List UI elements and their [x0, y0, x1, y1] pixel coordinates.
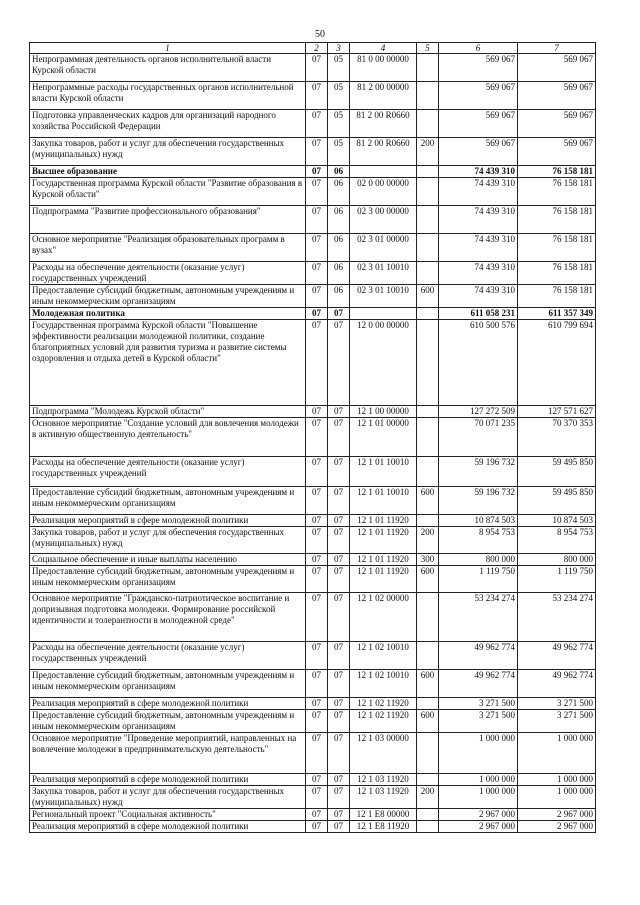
row-subsection-cell: 05 [328, 138, 350, 166]
row-amount-year1-cell: 1 000 000 [439, 733, 518, 774]
row-amount-year2-cell: 569 067 [518, 110, 596, 138]
row-expense-type-cell [417, 821, 439, 833]
row-target-code-cell: 02 3 01 00000 [350, 234, 417, 262]
row-expense-type-cell [417, 234, 439, 262]
row-amount-year2-cell: 569 067 [518, 138, 596, 166]
header-cell: 6 [439, 43, 518, 54]
row-target-code-cell: 12 1 01 00000 [350, 418, 417, 457]
row-section-cell: 07 [306, 206, 328, 234]
row-name-cell: Непрограммная деятельность органов исполнительной власти Курской области [30, 54, 306, 82]
table-row [30, 308, 596, 320]
table-row [30, 82, 596, 110]
row-amount-year2-cell: 76 158 181 [518, 178, 596, 206]
row-subsection-cell: 07 [328, 670, 350, 698]
row-name-cell: Подпрограмма "Молодежь Курской области" [30, 406, 306, 418]
row-subsection-cell: 06 [328, 178, 350, 206]
row-section-cell: 07 [306, 406, 328, 418]
row-section-cell: 07 [306, 809, 328, 821]
row-expense-type-cell: 200 [417, 786, 439, 809]
row-section-cell: 07 [306, 457, 328, 487]
row-name-cell: Предоставление субсидий бюджетным, автономным учреждениям и иным некоммерческим организациям [30, 285, 306, 308]
row-target-code-cell: 81 2 00 00000 [350, 82, 417, 110]
table-row [30, 262, 596, 285]
row-section-cell: 07 [306, 710, 328, 733]
row-expense-type-cell: 600 [417, 710, 439, 733]
row-amount-year2-cell: 76 158 181 [518, 206, 596, 234]
row-section-cell: 07 [306, 515, 328, 527]
row-section-cell: 07 [306, 110, 328, 138]
row-section-cell: 07 [306, 285, 328, 308]
row-expense-type-cell [417, 457, 439, 487]
row-amount-year2-cell: 76 158 181 [518, 166, 596, 178]
row-target-code-cell: 12 1 01 10010 [350, 487, 417, 515]
row-name-cell: Региональный проект "Социальная активность" [30, 809, 306, 821]
header-cell: 3 [328, 43, 350, 54]
row-expense-type-cell [417, 733, 439, 774]
row-amount-year1-cell: 74 439 310 [439, 166, 518, 178]
row-target-code-cell: 12 1 01 11920 [350, 515, 417, 527]
row-amount-year2-cell: 2 967 000 [518, 809, 596, 821]
row-subsection-cell: 07 [328, 308, 350, 320]
row-amount-year2-cell: 76 158 181 [518, 285, 596, 308]
row-target-code-cell: 12 1 02 11920 [350, 710, 417, 733]
row-amount-year1-cell: 74 439 310 [439, 178, 518, 206]
row-amount-year1-cell: 127 272 509 [439, 406, 518, 418]
row-name-cell: Социальное обеспечение и иные выплаты населению [30, 554, 306, 566]
row-name-cell: Предоставление субсидий бюджетным, автономным учреждениям и иным некоммерческим организациям [30, 487, 306, 515]
header-cell: 7 [518, 43, 596, 54]
row-name-cell: Закупка товаров, работ и услуг для обеспечения государственных (муниципальных) нужд [30, 527, 306, 554]
row-name-cell: Государственная программа Курской области "Развитие образования в Курской области" [30, 178, 306, 206]
row-section-cell: 07 [306, 593, 328, 642]
row-expense-type-cell: 200 [417, 527, 439, 554]
row-target-code-cell: 12 1 00 00000 [350, 406, 417, 418]
row-name-cell: Молодежная политика [30, 308, 306, 320]
row-target-code-cell: 02 0 00 00000 [350, 178, 417, 206]
row-expense-type-cell [417, 642, 439, 670]
row-section-cell: 07 [306, 733, 328, 774]
row-expense-type-cell [417, 206, 439, 234]
row-subsection-cell: 06 [328, 285, 350, 308]
row-amount-year1-cell: 3 271 500 [439, 710, 518, 733]
row-name-cell: Государственная программа Курской области "Повышение эффективности реализации молодежной политики, создание благоприятных условий для развития туризма и развитие системы оздоровления и отдыха детей в Курской области" [30, 320, 306, 406]
header-cell: 4 [350, 43, 417, 54]
row-amount-year2-cell: 1 119 750 [518, 566, 596, 593]
row-name-cell: Подпрограмма "Развитие профессионального образования" [30, 206, 306, 234]
row-target-code-cell: 12 1 02 00000 [350, 593, 417, 642]
row-amount-year2-cell: 76 158 181 [518, 262, 596, 285]
row-section-cell: 07 [306, 642, 328, 670]
row-amount-year2-cell: 59 495 850 [518, 457, 596, 487]
row-expense-type-cell [417, 82, 439, 110]
row-section-cell: 07 [306, 487, 328, 515]
row-target-code-cell: 12 1 01 11920 [350, 566, 417, 593]
row-subsection-cell: 06 [328, 234, 350, 262]
row-name-cell: Предоставление субсидий бюджетным, автономным учреждениям и иным некоммерческим организациям [30, 710, 306, 733]
row-amount-year1-cell: 59 196 732 [439, 457, 518, 487]
table-row [30, 515, 596, 527]
row-expense-type-cell [417, 515, 439, 527]
row-expense-type-cell [417, 308, 439, 320]
row-amount-year2-cell: 610 799 694 [518, 320, 596, 406]
row-section-cell: 07 [306, 670, 328, 698]
header-cell: 2 [306, 43, 328, 54]
row-subsection-cell: 07 [328, 786, 350, 809]
row-name-cell: Подготовка управленческих кадров для организаций народного хозяйства Российской Федерации [30, 110, 306, 138]
row-section-cell: 07 [306, 178, 328, 206]
row-name-cell: Основное мероприятие "Гражданско-патриотическое воспитание и допризывная подготовка молодежи. Формирование российской идентичности и толерантности в молодежной среде" [30, 593, 306, 642]
row-expense-type-cell [417, 262, 439, 285]
table-row [30, 406, 596, 418]
row-section-cell: 07 [306, 308, 328, 320]
row-name-cell: Непрограммные расходы государственных органов исполнительной власти Курской области [30, 82, 306, 110]
row-subsection-cell: 07 [328, 642, 350, 670]
table-row [30, 809, 596, 821]
row-amount-year1-cell: 2 967 000 [439, 809, 518, 821]
table-row [30, 234, 596, 262]
row-section-cell: 07 [306, 821, 328, 833]
row-amount-year1-cell: 569 067 [439, 138, 518, 166]
table-row [30, 642, 596, 670]
table-row [30, 110, 596, 138]
row-subsection-cell: 07 [328, 487, 350, 515]
table-row [30, 698, 596, 710]
row-amount-year1-cell: 2 967 000 [439, 821, 518, 833]
row-amount-year2-cell: 49 962 774 [518, 642, 596, 670]
row-target-code-cell: 02 3 01 10010 [350, 285, 417, 308]
row-amount-year2-cell: 70 370 353 [518, 418, 596, 457]
row-target-code-cell: 12 1 02 10010 [350, 642, 417, 670]
row-target-code-cell: 12 1 E8 00000 [350, 809, 417, 821]
row-expense-type-cell [417, 320, 439, 406]
table-row [30, 418, 596, 457]
header-cell: 5 [417, 43, 439, 54]
table-row [30, 487, 596, 515]
table-row [30, 457, 596, 487]
table-row [30, 786, 596, 809]
row-name-cell: Основное мероприятие "Создание условий для вовлечения молодежи в активную общественную деятельность" [30, 418, 306, 457]
row-expense-type-cell: 200 [417, 138, 439, 166]
row-section-cell: 07 [306, 320, 328, 406]
row-amount-year1-cell: 569 067 [439, 82, 518, 110]
row-expense-type-cell [417, 54, 439, 82]
row-amount-year2-cell: 3 271 500 [518, 698, 596, 710]
row-section-cell: 07 [306, 774, 328, 786]
row-expense-type-cell: 600 [417, 285, 439, 308]
table-row [30, 774, 596, 786]
row-subsection-cell: 07 [328, 733, 350, 774]
row-section-cell: 07 [306, 234, 328, 262]
row-amount-year1-cell: 74 439 310 [439, 262, 518, 285]
row-amount-year2-cell: 59 495 850 [518, 487, 596, 515]
row-subsection-cell: 07 [328, 593, 350, 642]
row-amount-year1-cell: 49 962 774 [439, 642, 518, 670]
table-row [30, 320, 596, 406]
row-amount-year2-cell: 49 962 774 [518, 670, 596, 698]
row-amount-year2-cell: 53 234 274 [518, 593, 596, 642]
row-expense-type-cell: 600 [417, 670, 439, 698]
row-target-code-cell [350, 308, 417, 320]
table-row [30, 821, 596, 833]
row-target-code-cell: 12 1 03 11920 [350, 774, 417, 786]
row-name-cell: Закупка товаров, работ и услуг для обеспечения государственных (муниципальных) нужд [30, 138, 306, 166]
row-target-code-cell: 02 3 01 10010 [350, 262, 417, 285]
row-name-cell: Реализация мероприятий в сфере молодежной политики [30, 821, 306, 833]
row-target-code-cell: 12 1 01 10010 [350, 457, 417, 487]
row-amount-year1-cell: 10 874 503 [439, 515, 518, 527]
row-amount-year1-cell: 53 234 274 [439, 593, 518, 642]
row-expense-type-cell [417, 593, 439, 642]
row-amount-year2-cell: 1 000 000 [518, 733, 596, 774]
row-subsection-cell: 06 [328, 206, 350, 234]
table-header-row [30, 43, 596, 54]
row-amount-year1-cell: 569 067 [439, 54, 518, 82]
row-section-cell: 07 [306, 554, 328, 566]
row-target-code-cell: 12 1 01 11920 [350, 554, 417, 566]
table-row [30, 527, 596, 554]
row-subsection-cell: 07 [328, 809, 350, 821]
row-amount-year1-cell: 59 196 732 [439, 487, 518, 515]
row-name-cell: Высшее образование [30, 166, 306, 178]
table-row [30, 54, 596, 82]
row-amount-year1-cell: 74 439 310 [439, 234, 518, 262]
row-expense-type-cell: 600 [417, 566, 439, 593]
row-subsection-cell: 07 [328, 710, 350, 733]
row-section-cell: 07 [306, 166, 328, 178]
row-amount-year1-cell: 1 000 000 [439, 774, 518, 786]
row-expense-type-cell: 300 [417, 554, 439, 566]
row-expense-type-cell [417, 698, 439, 710]
row-amount-year2-cell: 8 954 753 [518, 527, 596, 554]
table-row [30, 166, 596, 178]
row-target-code-cell: 12 1 E8 11920 [350, 821, 417, 833]
row-amount-year2-cell: 2 967 000 [518, 821, 596, 833]
row-subsection-cell: 07 [328, 698, 350, 710]
row-name-cell: Расходы на обеспечение деятельности (оказание услуг) государственных учреждений [30, 457, 306, 487]
row-target-code-cell: 81 2 00 R0660 [350, 138, 417, 166]
row-target-code-cell [350, 166, 417, 178]
row-amount-year1-cell: 70 071 235 [439, 418, 518, 457]
row-amount-year1-cell: 800 000 [439, 554, 518, 566]
row-amount-year2-cell: 3 271 500 [518, 710, 596, 733]
row-target-code-cell: 81 2 00 R0660 [350, 110, 417, 138]
row-amount-year2-cell: 569 067 [518, 54, 596, 82]
row-name-cell: Реализация мероприятий в сфере молодежной политики [30, 515, 306, 527]
row-section-cell: 07 [306, 54, 328, 82]
row-subsection-cell: 07 [328, 320, 350, 406]
row-amount-year1-cell: 610 500 576 [439, 320, 518, 406]
row-amount-year2-cell: 569 067 [518, 82, 596, 110]
table-row [30, 733, 596, 774]
row-amount-year2-cell: 1 000 000 [518, 774, 596, 786]
row-amount-year1-cell: 1 119 750 [439, 566, 518, 593]
row-amount-year1-cell: 611 058 231 [439, 308, 518, 320]
row-subsection-cell: 05 [328, 54, 350, 82]
table-row [30, 178, 596, 206]
row-section-cell: 07 [306, 786, 328, 809]
header-cell: 1 [30, 43, 306, 54]
row-target-code-cell: 02 3 00 00000 [350, 206, 417, 234]
row-subsection-cell: 07 [328, 554, 350, 566]
row-subsection-cell: 05 [328, 110, 350, 138]
row-section-cell: 07 [306, 262, 328, 285]
row-amount-year1-cell: 3 271 500 [439, 698, 518, 710]
row-section-cell: 07 [306, 527, 328, 554]
row-expense-type-cell [417, 774, 439, 786]
row-subsection-cell: 07 [328, 527, 350, 554]
table-row [30, 710, 596, 733]
table-row [30, 593, 596, 642]
row-amount-year1-cell: 49 962 774 [439, 670, 518, 698]
row-amount-year2-cell: 800 000 [518, 554, 596, 566]
row-subsection-cell: 07 [328, 566, 350, 593]
table-row [30, 206, 596, 234]
row-subsection-cell: 06 [328, 166, 350, 178]
table-row [30, 566, 596, 593]
row-expense-type-cell [417, 809, 439, 821]
row-expense-type-cell: 600 [417, 487, 439, 515]
row-name-cell: Основное мероприятие "Проведение мероприятий, направленных на вовлечение молодежи в предпринимательскую деятельность" [30, 733, 306, 774]
row-subsection-cell: 05 [328, 82, 350, 110]
row-subsection-cell: 07 [328, 821, 350, 833]
table-row [30, 554, 596, 566]
row-amount-year2-cell: 1 000 000 [518, 786, 596, 809]
budget-table [29, 42, 596, 833]
table-row [30, 138, 596, 166]
row-amount-year1-cell: 74 439 310 [439, 285, 518, 308]
row-target-code-cell: 12 1 02 10010 [350, 670, 417, 698]
row-amount-year2-cell: 10 874 503 [518, 515, 596, 527]
row-expense-type-cell [417, 418, 439, 457]
row-expense-type-cell [417, 166, 439, 178]
row-name-cell: Расходы на обеспечение деятельности (оказание услуг) государственных учреждений [30, 262, 306, 285]
row-amount-year2-cell: 127 571 627 [518, 406, 596, 418]
row-target-code-cell: 12 1 02 11920 [350, 698, 417, 710]
row-target-code-cell: 12 0 00 00000 [350, 320, 417, 406]
table-row [30, 670, 596, 698]
row-expense-type-cell [417, 178, 439, 206]
row-amount-year1-cell: 569 067 [439, 110, 518, 138]
row-section-cell: 07 [306, 418, 328, 457]
row-target-code-cell: 12 1 01 11920 [350, 527, 417, 554]
row-amount-year2-cell: 611 357 349 [518, 308, 596, 320]
row-name-cell: Расходы на обеспечение деятельности (оказание услуг) государственных учреждений [30, 642, 306, 670]
row-expense-type-cell [417, 406, 439, 418]
row-name-cell: Предоставление субсидий бюджетным, автономным учреждениям и иным некоммерческим организациям [30, 566, 306, 593]
table-body [30, 54, 596, 833]
page-number: 50 [315, 29, 325, 40]
table-row [30, 285, 596, 308]
row-target-code-cell: 12 1 03 11920 [350, 786, 417, 809]
row-target-code-cell: 81 0 00 00000 [350, 54, 417, 82]
row-subsection-cell: 07 [328, 457, 350, 487]
row-name-cell: Реализация мероприятий в сфере молодежной политики [30, 774, 306, 786]
row-subsection-cell: 07 [328, 418, 350, 457]
row-amount-year2-cell: 76 158 181 [518, 234, 596, 262]
row-name-cell: Основное мероприятие "Реализация образовательных программ в вузах" [30, 234, 306, 262]
row-section-cell: 07 [306, 138, 328, 166]
row-amount-year1-cell: 74 439 310 [439, 206, 518, 234]
row-amount-year1-cell: 1 000 000 [439, 786, 518, 809]
row-amount-year1-cell: 8 954 753 [439, 527, 518, 554]
row-name-cell: Закупка товаров, работ и услуг для обеспечения государственных (муниципальных) нужд [30, 786, 306, 809]
row-section-cell: 07 [306, 698, 328, 710]
row-name-cell: Реализация мероприятий в сфере молодежной политики [30, 698, 306, 710]
row-section-cell: 07 [306, 82, 328, 110]
row-target-code-cell: 12 1 03 00000 [350, 733, 417, 774]
row-expense-type-cell [417, 110, 439, 138]
row-name-cell: Предоставление субсидий бюджетным, автономным учреждениям и иным некоммерческим организациям [30, 670, 306, 698]
row-subsection-cell: 06 [328, 262, 350, 285]
row-section-cell: 07 [306, 566, 328, 593]
row-subsection-cell: 07 [328, 515, 350, 527]
row-subsection-cell: 07 [328, 406, 350, 418]
row-subsection-cell: 07 [328, 774, 350, 786]
